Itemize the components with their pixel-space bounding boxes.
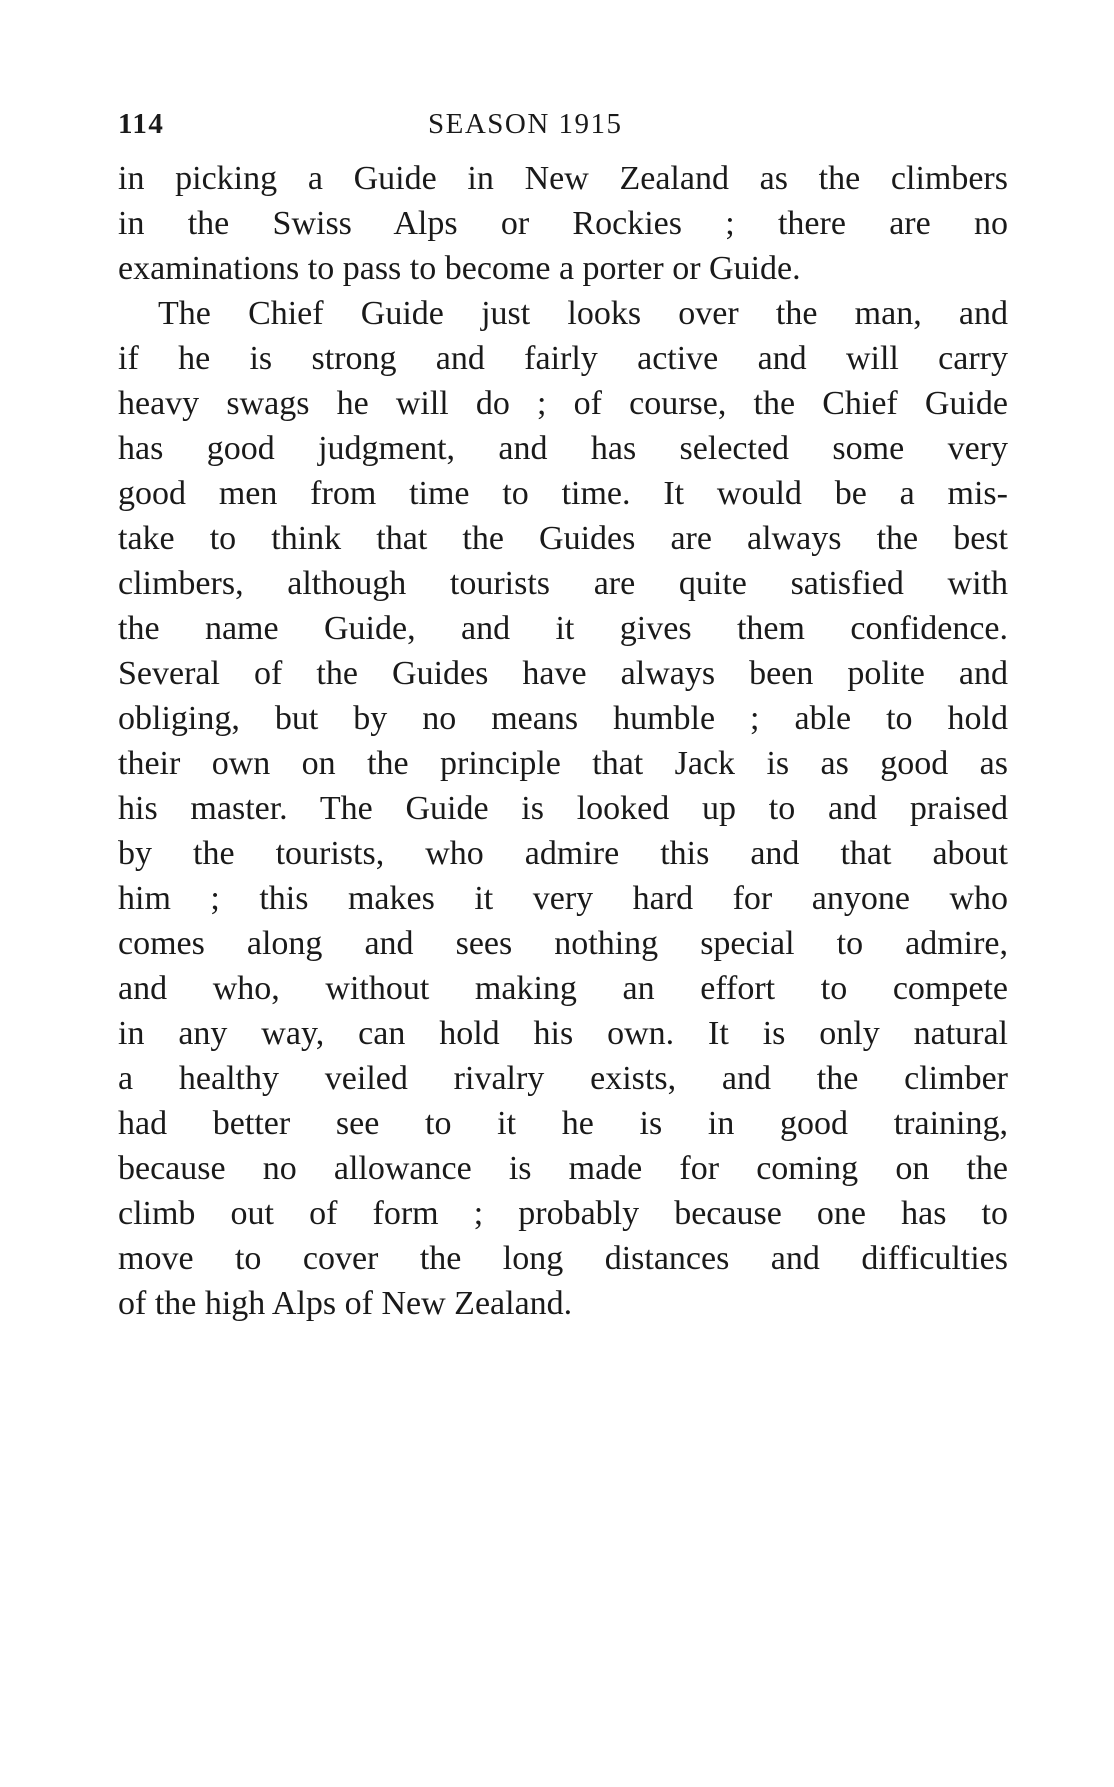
text-line: by the tourists, who admire this and that about — [118, 835, 1008, 872]
text-line: if he is strong and fairly active and will carry — [118, 340, 1008, 377]
text-line: his master. The Guide is looked up to and praised — [118, 790, 1008, 827]
text-line: take to think that the Guides are always the best — [118, 520, 1008, 557]
running-head — [118, 108, 1008, 154]
text-line: a healthy veiled rivalry exists, and the climber — [118, 1060, 1008, 1097]
running-title: SEASON 1915 — [428, 108, 623, 140]
text-line: The Chief Guide just looks over the man, and — [158, 295, 1008, 332]
body-text — [118, 156, 1008, 1326]
text-line: and who, without making an effort to compete — [118, 970, 1008, 1007]
text-line: climbers, although tourists are quite satisfied with — [118, 565, 1008, 602]
text-line: had better see to it he is in good training, — [118, 1105, 1008, 1142]
text-line: climb out of form ; probably because one has to — [118, 1195, 1008, 1232]
text-line: has good judgment, and has selected some very — [118, 430, 1008, 467]
text-line: examinations to pass to become a porter or Guide. — [118, 250, 801, 287]
text-line: in picking a Guide in New Zealand as the climbers — [118, 160, 1008, 197]
text-line: him ; this makes it very hard for anyone who — [118, 880, 1008, 917]
page-number: 114 — [118, 108, 165, 140]
text-line: in the Swiss Alps or Rockies ; there are no — [118, 205, 1008, 242]
text-line: of the high Alps of New Zealand. — [118, 1285, 573, 1322]
text-line: heavy swags he will do ; of course, the Chief Guide — [118, 385, 1008, 422]
text-line: good men from time to time. It would be a mis- — [118, 475, 1008, 512]
text-line: in any way, can hold his own. It is only natural — [118, 1015, 1008, 1052]
text-line: because no allowance is made for coming on the — [118, 1150, 1008, 1187]
text-line: the name Guide, and it gives them confidence. — [118, 610, 1008, 647]
text-line: Several of the Guides have always been polite and — [118, 655, 1008, 692]
text-line: their own on the principle that Jack is as good as — [118, 745, 1008, 782]
text-line: comes along and sees nothing special to admire, — [118, 925, 1008, 962]
book-page — [118, 108, 1008, 1326]
text-line: move to cover the long distances and difficulties — [118, 1240, 1008, 1277]
text-line: obliging, but by no means humble ; able to hold — [118, 700, 1008, 737]
